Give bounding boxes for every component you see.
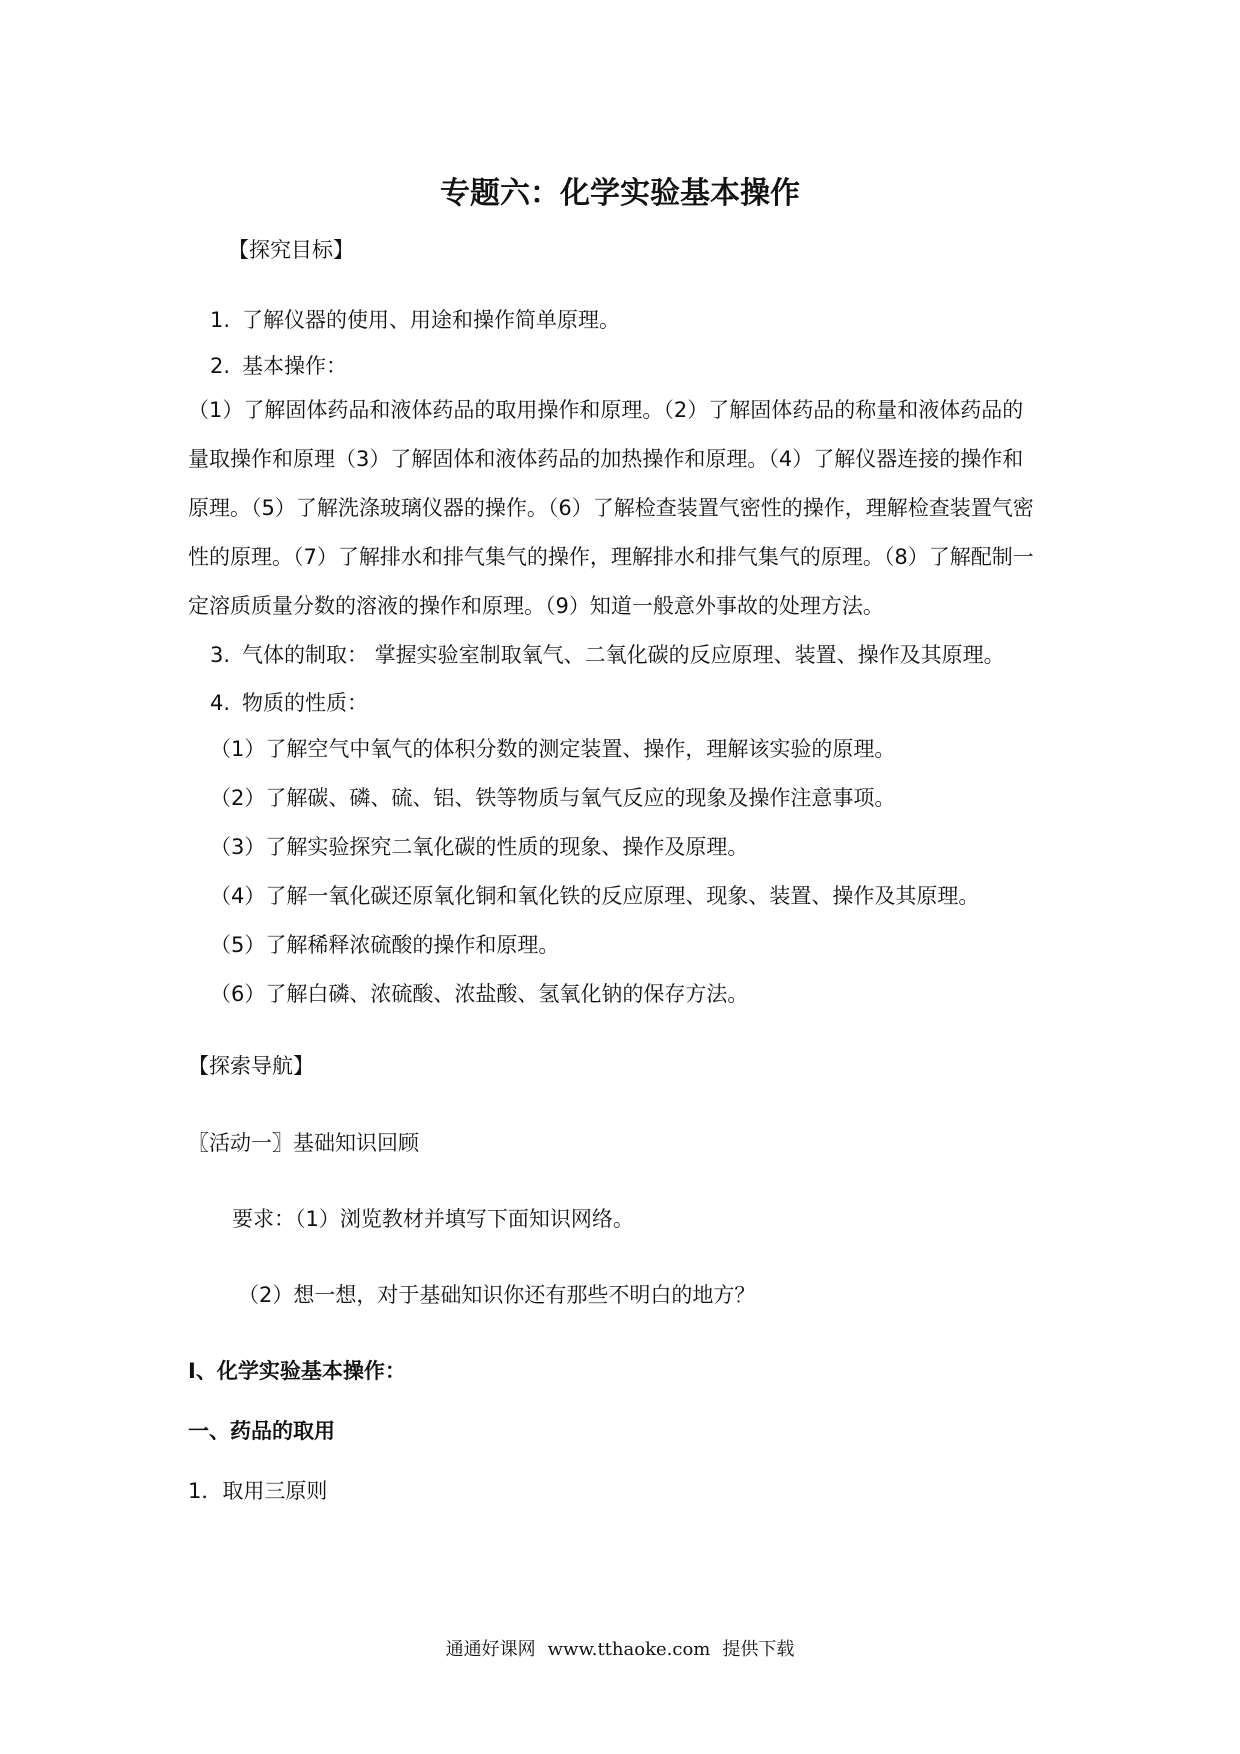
activity-heading: 〖活动一〗基础知识回顾 xyxy=(188,1131,419,1155)
basic-ops-line: 定溶质质量分数的溶液的操作和原理。（9）知道一般意外事故的处理方法。 xyxy=(188,594,884,618)
basic-ops-line: 性的原理。（7）了解排水和排气集气的操作，理解排水和排气集气的原理。（8）了解配制一 xyxy=(188,545,1034,569)
goal-text: 基本操作： xyxy=(242,354,347,378)
property-item: （1）了解空气中氧气的体积分数的测定装置、操作，理解该实验的原理。 xyxy=(210,737,896,761)
subsection-heading: 一、药品的取用 xyxy=(188,1419,335,1443)
goal-number: 4. xyxy=(210,691,231,715)
goal-item-4 xyxy=(210,689,368,717)
goal-number: 2. xyxy=(210,354,231,378)
goals-heading: 【探究目标】 xyxy=(228,238,354,262)
property-item: （5）了解稀释浓硫酸的操作和原理。 xyxy=(210,933,560,957)
property-item: （6）了解白磷、浓硫酸、浓盐酸、氢氧化钠的保存方法。 xyxy=(210,982,749,1006)
property-item: （3）了解实验探究二氧化碳的性质的现象、操作及原理。 xyxy=(210,835,749,859)
goal-number: 1. xyxy=(210,308,231,332)
goal-number: 3. xyxy=(210,643,231,667)
basic-ops-line: 量取操作和原理（3）了解固体和液体药品的加热操作和原理。（4）了解仪器连接的操作和 xyxy=(188,447,1024,471)
goal-item-1 xyxy=(210,306,620,334)
goal-text: 物质的性质： xyxy=(242,691,368,715)
footer-site-name: 通通好课网 xyxy=(445,1639,536,1660)
basic-ops-line: 原理。（5）了解洗涤玻璃仪器的操作。（6）了解检查装置气密性的操作，理解检查装置气密 xyxy=(188,496,1034,520)
goal-item-2 xyxy=(210,352,347,380)
requirement-line: 要求：（1）浏览教材并填写下面知识网络。 xyxy=(232,1207,634,1231)
property-item: （2）了解碳、磷、硫、铝、铁等物质与氧气反应的现象及操作注意事项。 xyxy=(210,786,896,810)
footer-download-text: 提供下载 xyxy=(722,1639,795,1660)
goal-text: 气体的制取： 掌握实验室制取氧气、二氧化碳的反应原理、装置、操作及其原理。 xyxy=(242,643,1005,667)
goal-text: 了解仪器的使用、用途和操作简单原理。 xyxy=(242,308,620,332)
property-item: （4）了解一氧化碳还原氧化铜和氧化铁的反应原理、现象、装置、操作及其原理。 xyxy=(210,884,980,908)
basic-ops-line: （1）了解固体药品和液体药品的取用操作和原理。（2）了解固体药品的称量和液体药品的 xyxy=(188,398,1024,422)
goal-item-3 xyxy=(210,641,1005,669)
requirement-line: （2）想一想，对于基础知识你还有那些不明白的地方？ xyxy=(238,1283,756,1307)
nav-heading: 【探索导航】 xyxy=(188,1054,314,1078)
page-title: 专题六：化学实验基本操作 xyxy=(440,176,800,211)
footer-url[interactable]: www.tthaoke.com xyxy=(547,1639,711,1660)
item-heading: 1．取用三原则 xyxy=(188,1479,328,1503)
page-footer xyxy=(0,1638,1240,1662)
section-heading: Ⅰ、化学实验基本操作： xyxy=(188,1359,406,1383)
